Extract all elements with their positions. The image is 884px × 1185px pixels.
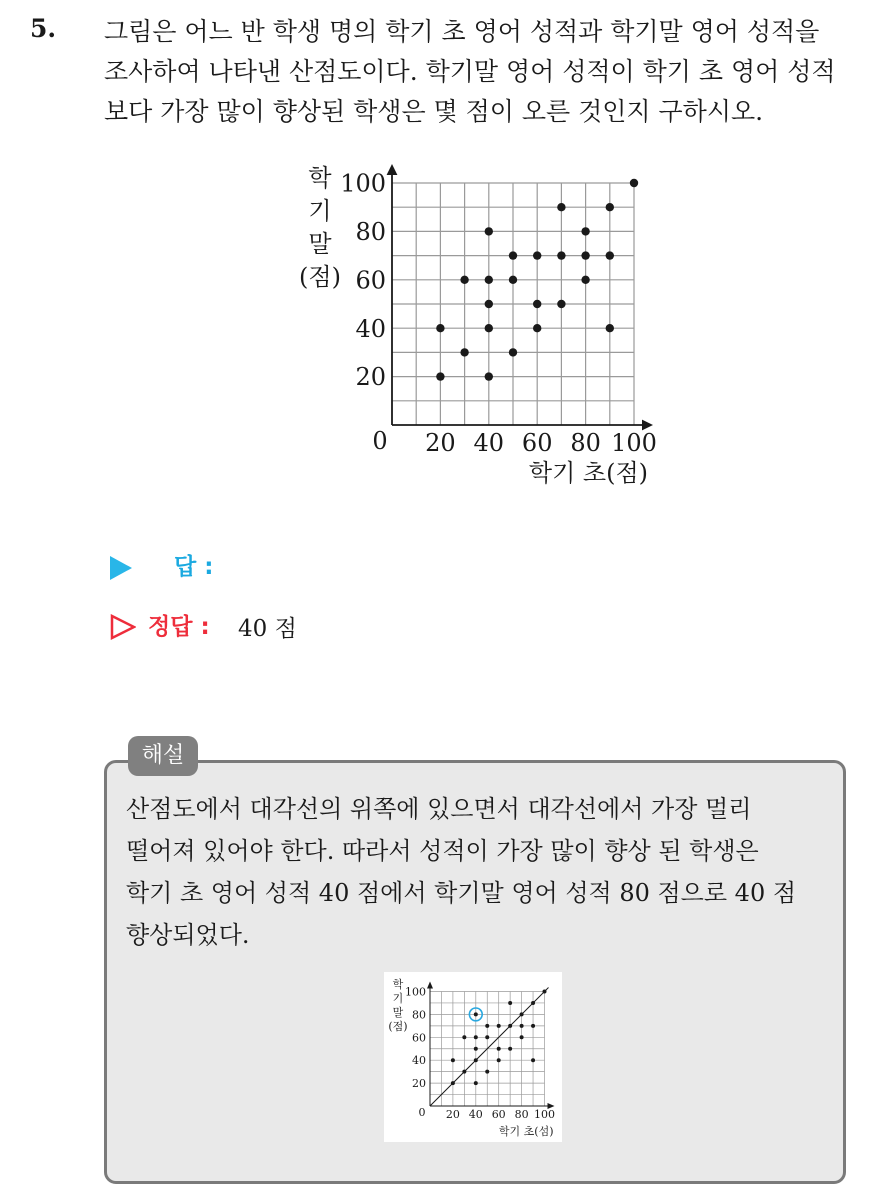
x-tick-label: 100 bbox=[534, 1108, 555, 1121]
x-tick-label: 60 bbox=[521, 429, 553, 457]
x-tick-label: 20 bbox=[445, 1108, 460, 1121]
y-tick-label: 80 bbox=[355, 218, 386, 247]
y-tick-label: 60 bbox=[355, 266, 386, 295]
origin-label: 0 bbox=[418, 1106, 426, 1119]
correct-answer-value: 40 점 bbox=[238, 616, 297, 642]
data-point bbox=[581, 227, 589, 235]
data-point bbox=[508, 1001, 512, 1005]
data-point bbox=[485, 300, 493, 308]
question-line: 조사하여 나타낸 산점도이다. 학기말 영어 성적이 학기 초 영어 성적 bbox=[104, 57, 836, 86]
question-number: 5. bbox=[30, 14, 57, 43]
data-point bbox=[606, 251, 614, 259]
explanation-line: 향상되었다. bbox=[126, 921, 250, 949]
explanation-line: 떨어져 있어야 한다. 따라서 성적이 가장 많이 향상 된 학생은 bbox=[126, 837, 759, 865]
data-point bbox=[581, 251, 589, 259]
data-point bbox=[520, 1012, 524, 1016]
play-triangle-icon bbox=[110, 556, 132, 580]
data-point bbox=[533, 300, 541, 308]
data-point bbox=[474, 1035, 478, 1039]
y-tick-label: 60 bbox=[412, 1031, 426, 1045]
outline-triangle-icon bbox=[110, 614, 136, 640]
question-line: 그림은 어느 반 학생 명의 학기 초 영어 성적과 학기말 영어 성적을 bbox=[104, 17, 820, 46]
explanation-text bbox=[126, 788, 826, 956]
data-point bbox=[485, 1024, 489, 1028]
data-point bbox=[557, 203, 565, 211]
data-point bbox=[606, 203, 614, 211]
data-point bbox=[474, 1047, 478, 1051]
explanation-line: 산점도에서 대각선의 위쪽에 있으면서 대각선에서 가장 멀리 bbox=[126, 795, 752, 823]
data-point bbox=[533, 324, 541, 332]
x-tick-label: 40 bbox=[468, 1108, 483, 1121]
y-axis-arrow bbox=[387, 164, 398, 175]
data-point bbox=[462, 1035, 466, 1039]
y-axis-arrow bbox=[427, 982, 433, 989]
question-text bbox=[104, 12, 874, 132]
data-point bbox=[497, 1058, 501, 1062]
origin-label: 0 bbox=[372, 427, 388, 455]
data-point bbox=[557, 300, 565, 308]
data-point bbox=[508, 1024, 512, 1028]
correct-answer-label: 정답 : bbox=[148, 614, 210, 640]
y-axis-label: (점) bbox=[388, 1020, 408, 1033]
data-point bbox=[474, 1012, 478, 1016]
question-line: 보다 가장 많이 향상된 학생은 몇 점이 오른 것인지 구하시오. bbox=[104, 97, 764, 126]
y-axis-label: 학 bbox=[392, 978, 404, 991]
data-point bbox=[543, 990, 547, 994]
x-axis-label: 학기 초(점) bbox=[528, 459, 648, 487]
x-tick-label: 100 bbox=[611, 429, 657, 457]
y-tick-label: 40 bbox=[355, 314, 386, 343]
data-point bbox=[485, 227, 493, 235]
data-point bbox=[606, 324, 614, 332]
data-point bbox=[497, 1047, 501, 1051]
data-point bbox=[531, 1001, 535, 1005]
y-tick-label: 100 bbox=[405, 985, 426, 999]
y-axis-label: 말 bbox=[392, 1006, 404, 1019]
data-point bbox=[451, 1058, 455, 1062]
data-point bbox=[520, 1024, 524, 1028]
data-point bbox=[436, 324, 444, 332]
data-point bbox=[474, 1081, 478, 1085]
explanation-line: 학기 초 영어 성적 40 점에서 학기말 영어 성적 80 점으로 40 점 bbox=[126, 879, 797, 907]
diagonal-line bbox=[430, 988, 549, 1107]
y-tick-label: 20 bbox=[412, 1077, 426, 1091]
data-point bbox=[485, 1035, 489, 1039]
data-point bbox=[485, 372, 493, 380]
data-point bbox=[485, 1070, 489, 1074]
y-tick-label: 40 bbox=[412, 1054, 426, 1068]
data-point bbox=[474, 1058, 478, 1062]
y-axis-label: 학 bbox=[308, 164, 332, 192]
data-point bbox=[460, 348, 468, 356]
y-axis-label: 말 bbox=[308, 230, 332, 258]
data-point bbox=[509, 348, 517, 356]
data-point bbox=[509, 251, 517, 259]
scatter-plot-main bbox=[290, 150, 680, 505]
data-point bbox=[531, 1058, 535, 1062]
data-point bbox=[533, 251, 541, 259]
answer-label: 답 : bbox=[174, 554, 214, 580]
x-tick-label: 60 bbox=[491, 1108, 506, 1121]
data-point bbox=[462, 1070, 466, 1074]
data-point bbox=[451, 1081, 455, 1085]
data-point bbox=[630, 179, 638, 187]
x-tick-label: 20 bbox=[425, 429, 456, 457]
data-point bbox=[531, 1024, 535, 1028]
x-axis-label: 학기 초(섬) bbox=[498, 1125, 554, 1138]
explanation-tag: 해설 bbox=[128, 736, 198, 776]
data-point bbox=[557, 251, 565, 259]
data-point bbox=[497, 1024, 501, 1028]
data-point bbox=[436, 372, 444, 380]
data-point bbox=[485, 276, 493, 284]
y-axis-label: (점) bbox=[299, 263, 341, 291]
x-tick-label: 80 bbox=[514, 1108, 529, 1121]
data-point bbox=[508, 1047, 512, 1051]
data-point bbox=[581, 276, 589, 284]
y-axis-label: 기 bbox=[392, 992, 404, 1005]
x-tick-label: 40 bbox=[473, 429, 505, 457]
y-tick-label: 80 bbox=[412, 1008, 426, 1022]
data-point bbox=[509, 276, 517, 284]
scatter-plot-explanation bbox=[384, 972, 562, 1142]
data-point bbox=[485, 324, 493, 332]
data-point bbox=[460, 276, 468, 284]
y-tick-label: 20 bbox=[355, 363, 386, 392]
data-point bbox=[520, 1035, 524, 1039]
y-tick-label: 100 bbox=[340, 169, 386, 198]
y-axis-label: 기 bbox=[308, 197, 332, 225]
x-tick-label: 80 bbox=[570, 429, 601, 457]
